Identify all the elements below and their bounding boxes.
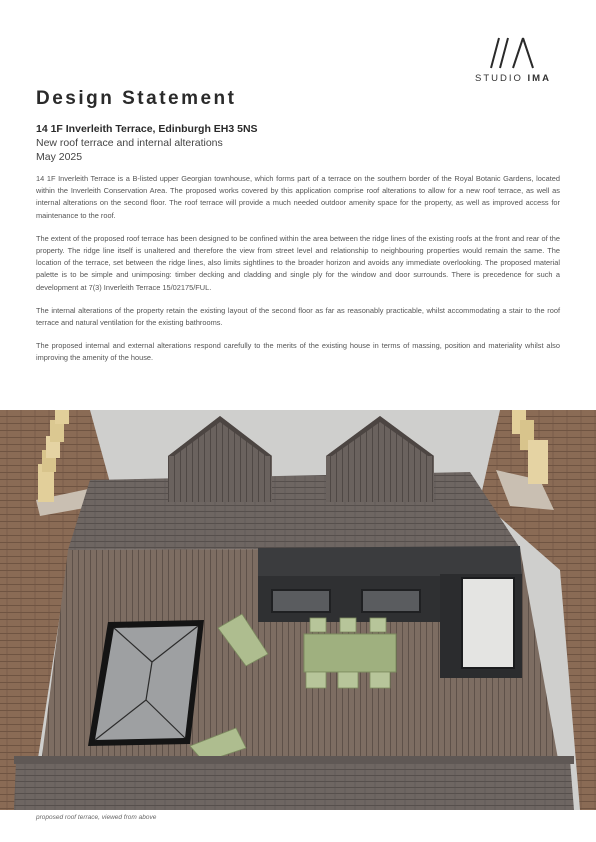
foreground-parapet: [14, 756, 574, 764]
paragraph-3: The internal alterations of the property retain the existing layout of the second floor as far as reasonably practicable, whilst accommodating a stair to the roof terrace and natural ventilation for the existing bathrooms.: [36, 305, 560, 328]
logo-wordmark: [468, 73, 558, 84]
paragraph-4: The proposed internal and external alterations respond carefully to the merits of the existing house in terms of massing, position and materiality whilst also improving the amenity of the house.: [36, 341, 560, 363]
document-date: May 2025: [36, 151, 83, 163]
logo-prefix: STUDIO: [475, 73, 523, 84]
roof-terrace-render: [0, 410, 596, 810]
project-address: 14 1F Inverleith Terrace, Edinburgh EH3 5NS: [36, 123, 258, 135]
studio-ima-logo-mark-icon: [489, 36, 537, 70]
paragraph-1: 14 1F Inverleith Terrace is a B-listed upper Georgian townhouse, which forms part of a terrace on the southern border of the Royal Botanic Gardens, located within the Inverleith Conservation Area. The proposed works covered by this application comprise roof alterations to allow for a new roof terrace, as well as internal alterations on the second floor. The roof terrace will provide a much needed outdoor amenity space for the property, as well as improved access for maintenance to the roof.: [36, 174, 560, 220]
page-title: Design Statement: [36, 88, 237, 109]
studio-logo: [468, 36, 558, 84]
main-pitched-roof: [68, 472, 520, 550]
enclosure-glazed-door: [462, 578, 514, 668]
figure-caption: proposed roof terrace, viewed from above: [36, 814, 157, 821]
enclosure-window-left: [272, 590, 330, 612]
dining-table: [304, 634, 396, 672]
statement-body: [36, 173, 560, 376]
logo-name: IMA: [527, 73, 551, 84]
project-subtitle: New roof terrace and internal alterations: [36, 137, 223, 149]
paragraph-2: The extent of the proposed roof terrace has been designed to be confined within the area between the ridge lines of the existing roofs at the front and rear of the property. The ridge line itself is unaltered and therefore the view from street level and relationship to neighbouring properties would remain the same. The location of the terrace, set between the ridge lines, also limits sightlines to the broader horizon and avoids any immediate overlooking. The proposed material palette is to be simple and unimposing: timber decking and cladding and single ply for the window and door surrounds. There is precedence for such a development at 7(3) Inverleith Terrace 15/02175/FUL.: [36, 233, 560, 292]
foreground-roof-edge: [14, 760, 574, 810]
enclosure-window-right: [362, 590, 420, 612]
stair-enclosure-top: [258, 546, 522, 578]
